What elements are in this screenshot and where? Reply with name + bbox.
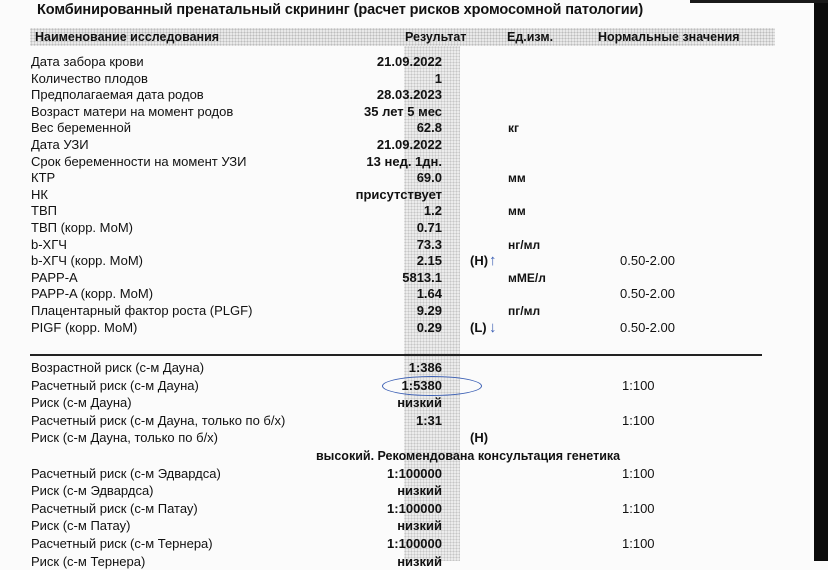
test-norm: 0.50-2.00 [620, 319, 675, 335]
test-name: ТВП (корр. МоМ) [31, 220, 134, 235]
test-name: Возраст матери на момент родов [31, 103, 234, 119]
test-name: Предполагаемая дата родов [31, 87, 204, 103]
risk-name: Расчетный риск (с-м Дауна, только по б/х) [31, 412, 286, 428]
test-flag: (L) [470, 319, 487, 335]
test-row [0, 87, 812, 103]
test-norm: 0.50-2.00 [620, 253, 675, 269]
risk-row [0, 360, 812, 376]
risk-row [0, 501, 812, 517]
test-name: b-ХГЧ (корр. МоМ) [31, 253, 143, 269]
risk-row [0, 413, 812, 429]
test-result: присутствует [355, 186, 442, 202]
section-divider [30, 354, 762, 356]
test-row [0, 54, 812, 70]
test-row [0, 187, 812, 203]
test-row [0, 270, 812, 286]
test-result: 73.3 [416, 236, 442, 252]
test-row [0, 71, 812, 87]
test-result: 13 нед. 1дн. [366, 153, 442, 169]
test-row [0, 104, 812, 120]
risk-name: Расчетный риск (с-м Тернера) [31, 536, 213, 551]
test-unit: нг/мл [508, 237, 541, 252]
test-name: НК [31, 186, 48, 202]
risk-norm: 1:100 [622, 536, 655, 551]
header-norm: Нормальные значения [598, 30, 740, 44]
header-name: Наименование исследования [35, 30, 220, 44]
risk-name: Возрастной риск (с-м Дауна) [31, 360, 205, 375]
risk-name: Риск (с-м Тернера) [31, 553, 146, 569]
test-row [0, 120, 812, 136]
header-unit: Ед.изм. [507, 30, 554, 44]
test-norm: 0.50-2.00 [620, 286, 675, 302]
risk-note-text: высокий. Рекомендована консультация генетика [316, 449, 621, 463]
test-row [0, 253, 812, 269]
test-row [0, 203, 812, 219]
test-unit: мм [508, 204, 526, 219]
test-result: 1.64 [416, 286, 442, 302]
risk-name: Риск (с-м Эдвардса) [31, 483, 154, 499]
risk-row [0, 466, 812, 482]
test-result: 21.09.2022 [376, 54, 442, 69]
risk-norm: 1:100 [622, 465, 655, 481]
risk-result: низкий [397, 518, 442, 534]
test-row [0, 237, 812, 253]
risk-result: низкий [397, 395, 442, 411]
test-result: 1.2 [423, 203, 442, 219]
test-result: 9.29 [416, 303, 442, 318]
risk-result: 1:100000 [387, 500, 442, 516]
risk-result: низкий [397, 483, 442, 499]
test-row [0, 137, 812, 153]
risk-name: Расчетный риск (с-м Эдвардса) [31, 465, 221, 481]
risk-result: 1:386 [408, 360, 442, 375]
arrow-down-icon: ↓ [489, 318, 497, 336]
test-unit: пг/мл [508, 304, 541, 318]
risk-row [0, 378, 812, 394]
header-result: Результат [405, 30, 467, 44]
scan-edge [814, 0, 828, 561]
test-row [0, 303, 812, 319]
report-title: Комбинированный пренатальный скрининг (расчет рисков хромосомной патологии) [37, 2, 644, 18]
test-result: 28.03.2023 [376, 87, 442, 103]
test-name: Вес беременной [31, 120, 132, 136]
risk-flag: (H) [470, 430, 489, 446]
test-row [0, 220, 812, 236]
test-name: Дата УЗИ [31, 137, 89, 152]
risk-name: Риск (с-м Патау) [31, 518, 131, 534]
test-unit: кг [508, 121, 520, 136]
risk-result: 1:100000 [387, 465, 442, 481]
test-name: PAPP-A (корр. МоМ) [31, 286, 154, 302]
risk-row [0, 483, 812, 499]
test-name: Плацентарный фактор роста (PLGF) [31, 303, 253, 318]
test-name: Срок беременности на момент УЗИ [31, 153, 247, 169]
test-name: PAPP-A [31, 269, 78, 285]
test-name: Количество плодов [31, 70, 148, 86]
test-result: 69.0 [416, 170, 442, 186]
risk-name: Расчетный риск (с-м Патау) [31, 500, 198, 516]
risk-note [0, 448, 812, 464]
risk-norm: 1:100 [622, 412, 655, 428]
risk-result: 1:5380 [401, 377, 442, 393]
arrow-up-icon: ↑ [489, 252, 497, 270]
test-name: ТВП [31, 203, 57, 219]
test-result: 0.29 [416, 319, 442, 335]
test-result: 5813.1 [402, 269, 442, 285]
test-result: 2.15 [416, 253, 442, 269]
test-unit: мм [508, 171, 526, 186]
risk-result: 1:100000 [387, 536, 442, 551]
test-name: Дата забора крови [31, 54, 144, 69]
risk-result: низкий [397, 553, 442, 569]
risk-row [0, 395, 812, 411]
risk-row [0, 430, 812, 446]
test-result: 0.71 [416, 220, 442, 235]
risk-norm: 1:100 [622, 500, 655, 516]
test-name: PIGF (корр. МоМ) [31, 319, 138, 335]
risk-name: Расчетный риск (с-м Дауна) [31, 377, 199, 393]
test-unit: мМЕ/л [508, 270, 546, 285]
risk-name: Риск (с-м Дауна, только по б/х) [31, 430, 219, 446]
scan-edge-top [690, 0, 828, 3]
risk-row [0, 554, 812, 570]
risk-row [0, 518, 812, 534]
test-row [0, 320, 812, 336]
risk-name: Риск (с-м Дауна) [31, 395, 132, 411]
risk-norm: 1:100 [622, 377, 655, 393]
test-result: 62.8 [416, 120, 442, 136]
test-result: 21.09.2022 [376, 137, 442, 152]
risk-result: 1:31 [415, 412, 442, 428]
pen-circle-mark [382, 376, 482, 396]
test-name: КТР [31, 170, 56, 186]
risk-row [0, 536, 812, 552]
test-flag: (H) [470, 253, 489, 269]
test-row [0, 154, 812, 170]
test-row [0, 286, 812, 302]
test-result: 35 лет 5 мес [364, 103, 442, 119]
test-result: 1 [434, 70, 442, 86]
test-row [0, 170, 812, 186]
test-name: b-ХГЧ [31, 236, 67, 252]
